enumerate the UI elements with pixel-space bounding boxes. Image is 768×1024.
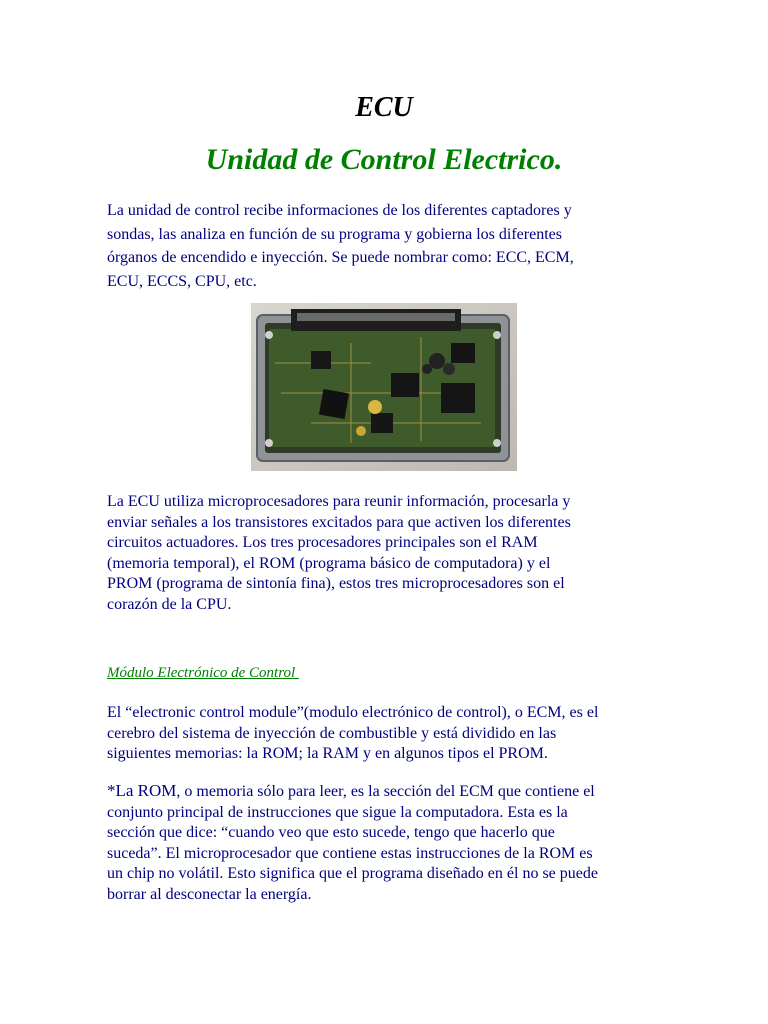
rom-paragraph-line: sección que dice: “cuando veo que esto sucede, tengo que hacerlo que [107,824,555,841]
ecu-paragraph-line: La ECU utiliza microprocesadores para reunir información, procesarla y [107,493,571,510]
intro-line: órganos de encendido e inyección. Se puede nombrar como: ECC, ECM, [107,249,574,266]
ecm-paragraph-line: cerebro del sistema de inyección de combustible y está dividido en las [107,724,557,742]
document-title: ECU [355,92,413,123]
intro-line: ECU, ECCS, CPU, etc. [107,272,257,290]
intro-line: sondas, las analiza en función de su programa y gobierna los diferentes [107,225,562,243]
ecu-circuit-board-image [251,303,517,471]
intro-paragraph [107,199,667,293]
rom-first-rest: , o memoria sólo para leer, es la sección del ECM que contiene el [176,783,595,800]
rom-paragraph [107,781,667,905]
ecu-paragraph-line: circuitos actuadores. Los tres procesadores principales son el RAM [107,534,538,551]
ecu-paragraph [107,492,667,615]
ecu-paragraph-line: (memoria temporal), el ROM (programa básico de computadora) y el [107,554,551,572]
rom-paragraph-line: conjunto principal de instrucciones que sigue la computadora. Esta es la [107,803,568,821]
section-heading: Módulo Electrónico de Control [107,665,299,681]
ecm-paragraph [107,703,667,765]
ecu-paragraph-line: corazón de la CPU. [107,595,232,613]
intro-line: La unidad de control recibe informaciones de los diferentes captadores y [107,202,572,219]
ecu-paragraph-line: enviar señales a los transistores excitados para que activen los diferentes [107,513,571,531]
ecm-paragraph-line: El “electronic control module”(modulo electrónico de control), o ECM, es el [107,704,599,721]
rom-paragraph-line: borrar al desconectar la energía. [107,885,312,903]
document-subtitle: Unidad de Control Electrico. [205,143,563,176]
rom-paragraph-line: suceda”. El microprocesador que contiene estas instrucciones de la ROM es [107,844,593,862]
ecm-paragraph-line: siguientes memorias: la ROM; la RAM y en algunos tipos el PROM. [107,745,548,762]
rom-paragraph-first-line [107,781,667,803]
ecu-paragraph-line: PROM (programa de sintonía fina), estos tres microprocesadores son el [107,575,565,592]
rom-lead: *La ROM [107,781,177,800]
rom-paragraph-line: un chip no volátil. Esto significa que el programa diseñado en él no se puede [107,865,598,882]
